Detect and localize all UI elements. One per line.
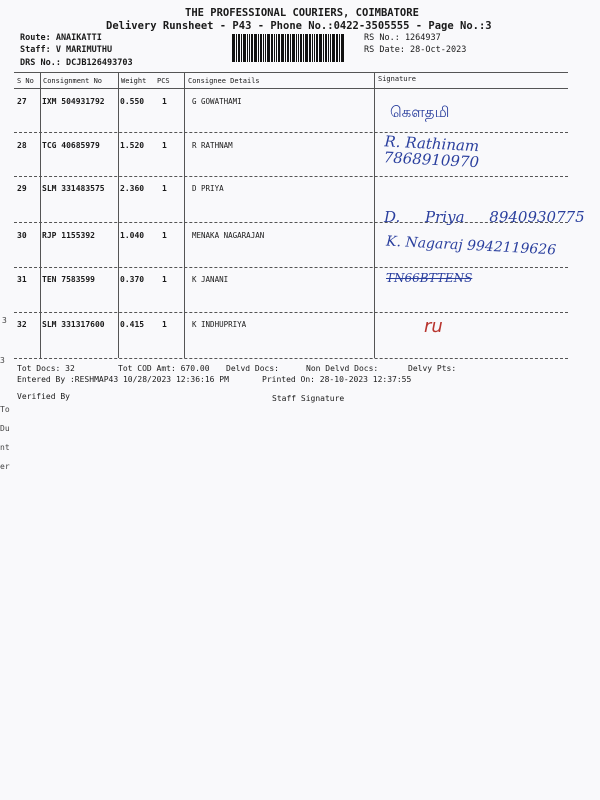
row-consignment: TCG 40685979 [42, 141, 100, 150]
row-pcs: 1 [162, 275, 167, 284]
row-pcs: 1 [162, 320, 167, 329]
row-separator [14, 132, 568, 133]
column-header-sno: S No [17, 77, 34, 85]
column-divider [118, 72, 119, 358]
row-consignment: IXM 504931792 [42, 97, 105, 106]
row-consignee: G GOWATHAMI [192, 97, 242, 106]
handwritten-signature: R. Rathinam 7868910970 [383, 132, 480, 172]
row-separator [14, 267, 568, 268]
edge-fragment: Du [0, 424, 10, 433]
total-cod-amount: Tot COD Amt: 670.00 [118, 364, 210, 373]
table-bottom-border [14, 358, 568, 359]
row-serial: 27 [17, 97, 27, 106]
staff-label: Staff: V MARIMUTHU [20, 45, 113, 55]
staff-signature-label: Staff Signature [272, 394, 345, 403]
table-header-border [14, 88, 568, 89]
row-weight: 0.550 [120, 97, 145, 106]
edge-fragment: To [0, 405, 10, 414]
row-separator [14, 312, 568, 313]
row-weight: 1.040 [120, 231, 145, 240]
row-weight: 1.520 [120, 141, 145, 150]
route-label: Route: ANAIKATTI [20, 33, 102, 43]
table-top-border [14, 72, 568, 73]
row-consignment: SLM 331483575 [42, 184, 105, 193]
row-serial: 28 [17, 141, 27, 150]
edge-fragment: 3 [2, 316, 7, 325]
rs-number: RS No.: 1264937 [364, 33, 441, 43]
row-serial: 32 [17, 320, 27, 329]
row-consignment: RJP 1155392 [42, 231, 95, 240]
column-header-consignment: Consignment No [43, 77, 103, 85]
row-pcs: 1 [162, 141, 167, 150]
column-header-pcs: PCS [157, 77, 170, 85]
row-weight: 2.360 [120, 184, 145, 193]
drs-number: DRS No.: DCJB126493703 [20, 58, 133, 68]
row-serial: 30 [17, 231, 27, 240]
handwritten-signature: K. Nagaraj 9942119626 [385, 233, 557, 259]
column-header-weight: Weight [121, 77, 147, 85]
column-header-signature: Signature [378, 75, 416, 83]
row-consignment: SLM 331317600 [42, 320, 105, 329]
column-divider [40, 72, 41, 358]
row-consignee: R RATHNAM [192, 141, 233, 150]
row-weight: 0.415 [120, 320, 145, 329]
total-docs: Tot Docs: 32 [17, 364, 75, 373]
runsheet-title: Delivery Runsheet - P43 - Phone No.:0422-3505555 - Page No.:3 [106, 20, 492, 32]
handwritten-signature: D. Priya 8940930775 [384, 208, 585, 226]
row-consignment: TEN 7583599 [42, 275, 95, 284]
non-delivered-docs: Non Delvd Docs: [306, 364, 379, 373]
row-serial: 31 [17, 275, 27, 284]
row-pcs: 1 [162, 231, 167, 240]
rs-date: RS Date: 28-Oct-2023 [364, 45, 467, 55]
row-serial: 29 [17, 184, 27, 193]
delivered-docs: Delvd Docs: [226, 364, 279, 373]
edge-fragment: nt [0, 443, 10, 452]
printed-on: Printed On: 28-10-2023 12:37:55 [262, 375, 412, 384]
barcode-image [232, 34, 356, 62]
column-divider [184, 72, 185, 358]
column-divider [374, 72, 375, 358]
edge-fragment: er [0, 462, 10, 471]
handwritten-signature: கௌதமி [390, 103, 450, 121]
row-consignee: K INDHUPRIYA [192, 320, 247, 329]
row-separator [14, 176, 568, 177]
row-consignee: MENAKA NAGARAJAN [192, 231, 265, 240]
edge-fragment: 3 [0, 356, 5, 365]
delivery-points: Delvy Pts: [408, 364, 457, 373]
column-header-consignee: Consignee Details [188, 77, 260, 85]
company-title: THE PROFESSIONAL COURIERS, COIMBATORE [185, 7, 419, 19]
row-pcs: 1 [162, 97, 167, 106]
handwritten-signature: ru [424, 316, 443, 337]
verified-by-label: Verified By [17, 392, 70, 401]
row-weight: 0.370 [120, 275, 145, 284]
row-pcs: 1 [162, 184, 167, 193]
handwritten-signature: TN66BTTENS [386, 271, 473, 285]
row-consignee: K JANANI [192, 275, 229, 284]
entered-by: Entered By :RESHMAP43 10/28/2023 12:36:16 PM [17, 375, 229, 384]
row-consignee: D PRIYA [192, 184, 224, 193]
